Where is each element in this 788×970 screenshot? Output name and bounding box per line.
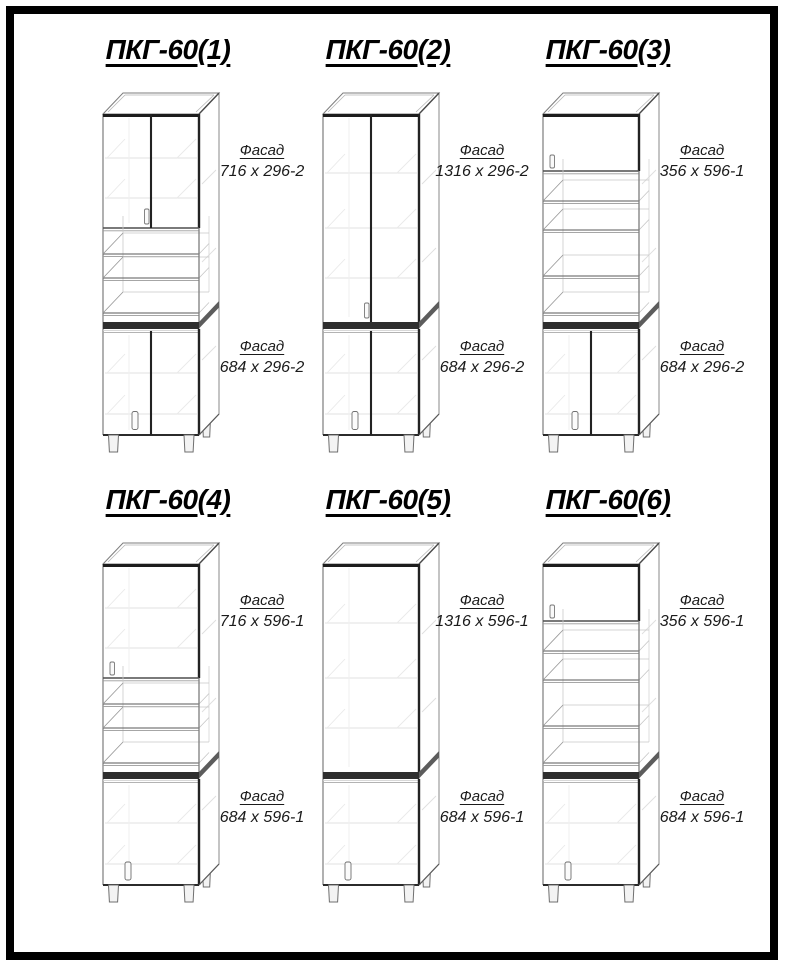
facade-label: Фасад	[239, 338, 285, 355]
front-panel	[543, 564, 639, 885]
facade-size: 356 x 596-1	[659, 612, 745, 630]
facade-label: Фасад	[679, 142, 725, 159]
facade-size: 684 x 296-2	[439, 358, 525, 376]
cabinet-title: ПКГ-60(4)	[105, 484, 231, 515]
facade-size: 716 x 596-1	[219, 612, 305, 630]
facade-label: Фасад	[239, 142, 285, 159]
legs	[109, 885, 195, 902]
cabinet-title: ПКГ-60(2)	[325, 34, 451, 65]
cabinet-cell	[92, 30, 312, 475]
facade-label: Фасад	[459, 142, 505, 159]
facade-annotation-top	[205, 592, 319, 632]
facade-label: Фасад	[239, 788, 285, 805]
cabinet-title: ПКГ-60(3)	[545, 34, 671, 65]
facade-size: 684 x 296-2	[659, 358, 745, 376]
cabinet-cell	[312, 30, 532, 475]
facade-annotation-top	[425, 142, 539, 182]
facade-annotation-bottom	[645, 788, 759, 828]
facade-annotation-top	[645, 142, 759, 182]
facade-annotation-top	[205, 142, 319, 182]
facade-annotation-bottom	[425, 338, 539, 378]
facade-annotation-top	[645, 592, 759, 632]
facade-label: Фасад	[459, 788, 505, 805]
cabinet-title: ПКГ-60(5)	[325, 484, 451, 515]
legs	[549, 885, 635, 902]
legs	[329, 885, 415, 902]
cabinet-cell	[532, 30, 752, 475]
cabinet-title: ПКГ-60(1)	[105, 34, 231, 65]
facade-size: 684 x 596-1	[659, 808, 745, 826]
cabinet-cell	[532, 480, 752, 925]
facade-label: Фасад	[679, 592, 725, 609]
facade-annotation-bottom	[645, 338, 759, 378]
facade-size: 684 x 596-1	[439, 808, 525, 826]
legs	[329, 435, 415, 452]
facade-annotation-top	[425, 592, 539, 632]
cabinet-title: ПКГ-60(6)	[545, 484, 671, 515]
facade-size: 684 x 296-2	[219, 358, 305, 376]
cabinet-cell	[92, 480, 312, 925]
facade-annotation-bottom	[205, 338, 319, 378]
facade-size: 1316 x 596-1	[435, 612, 529, 630]
facade-annotation-bottom	[205, 788, 319, 828]
facade-label: Фасад	[459, 592, 505, 609]
facade-label: Фасад	[239, 592, 285, 609]
facade-annotation-bottom	[425, 788, 539, 828]
front-panel	[103, 564, 199, 885]
cabinet-cell	[312, 480, 532, 925]
facade-label: Фасад	[679, 788, 725, 805]
legs	[549, 435, 635, 452]
facade-size: 684 x 596-1	[219, 808, 305, 826]
facade-size: 1316 x 296-2	[435, 162, 529, 180]
facade-label: Фасад	[459, 338, 505, 355]
facade-size: 716 x 296-2	[219, 162, 305, 180]
legs	[109, 435, 195, 452]
facade-size: 356 x 596-1	[659, 162, 745, 180]
facade-label: Фасад	[679, 338, 725, 355]
